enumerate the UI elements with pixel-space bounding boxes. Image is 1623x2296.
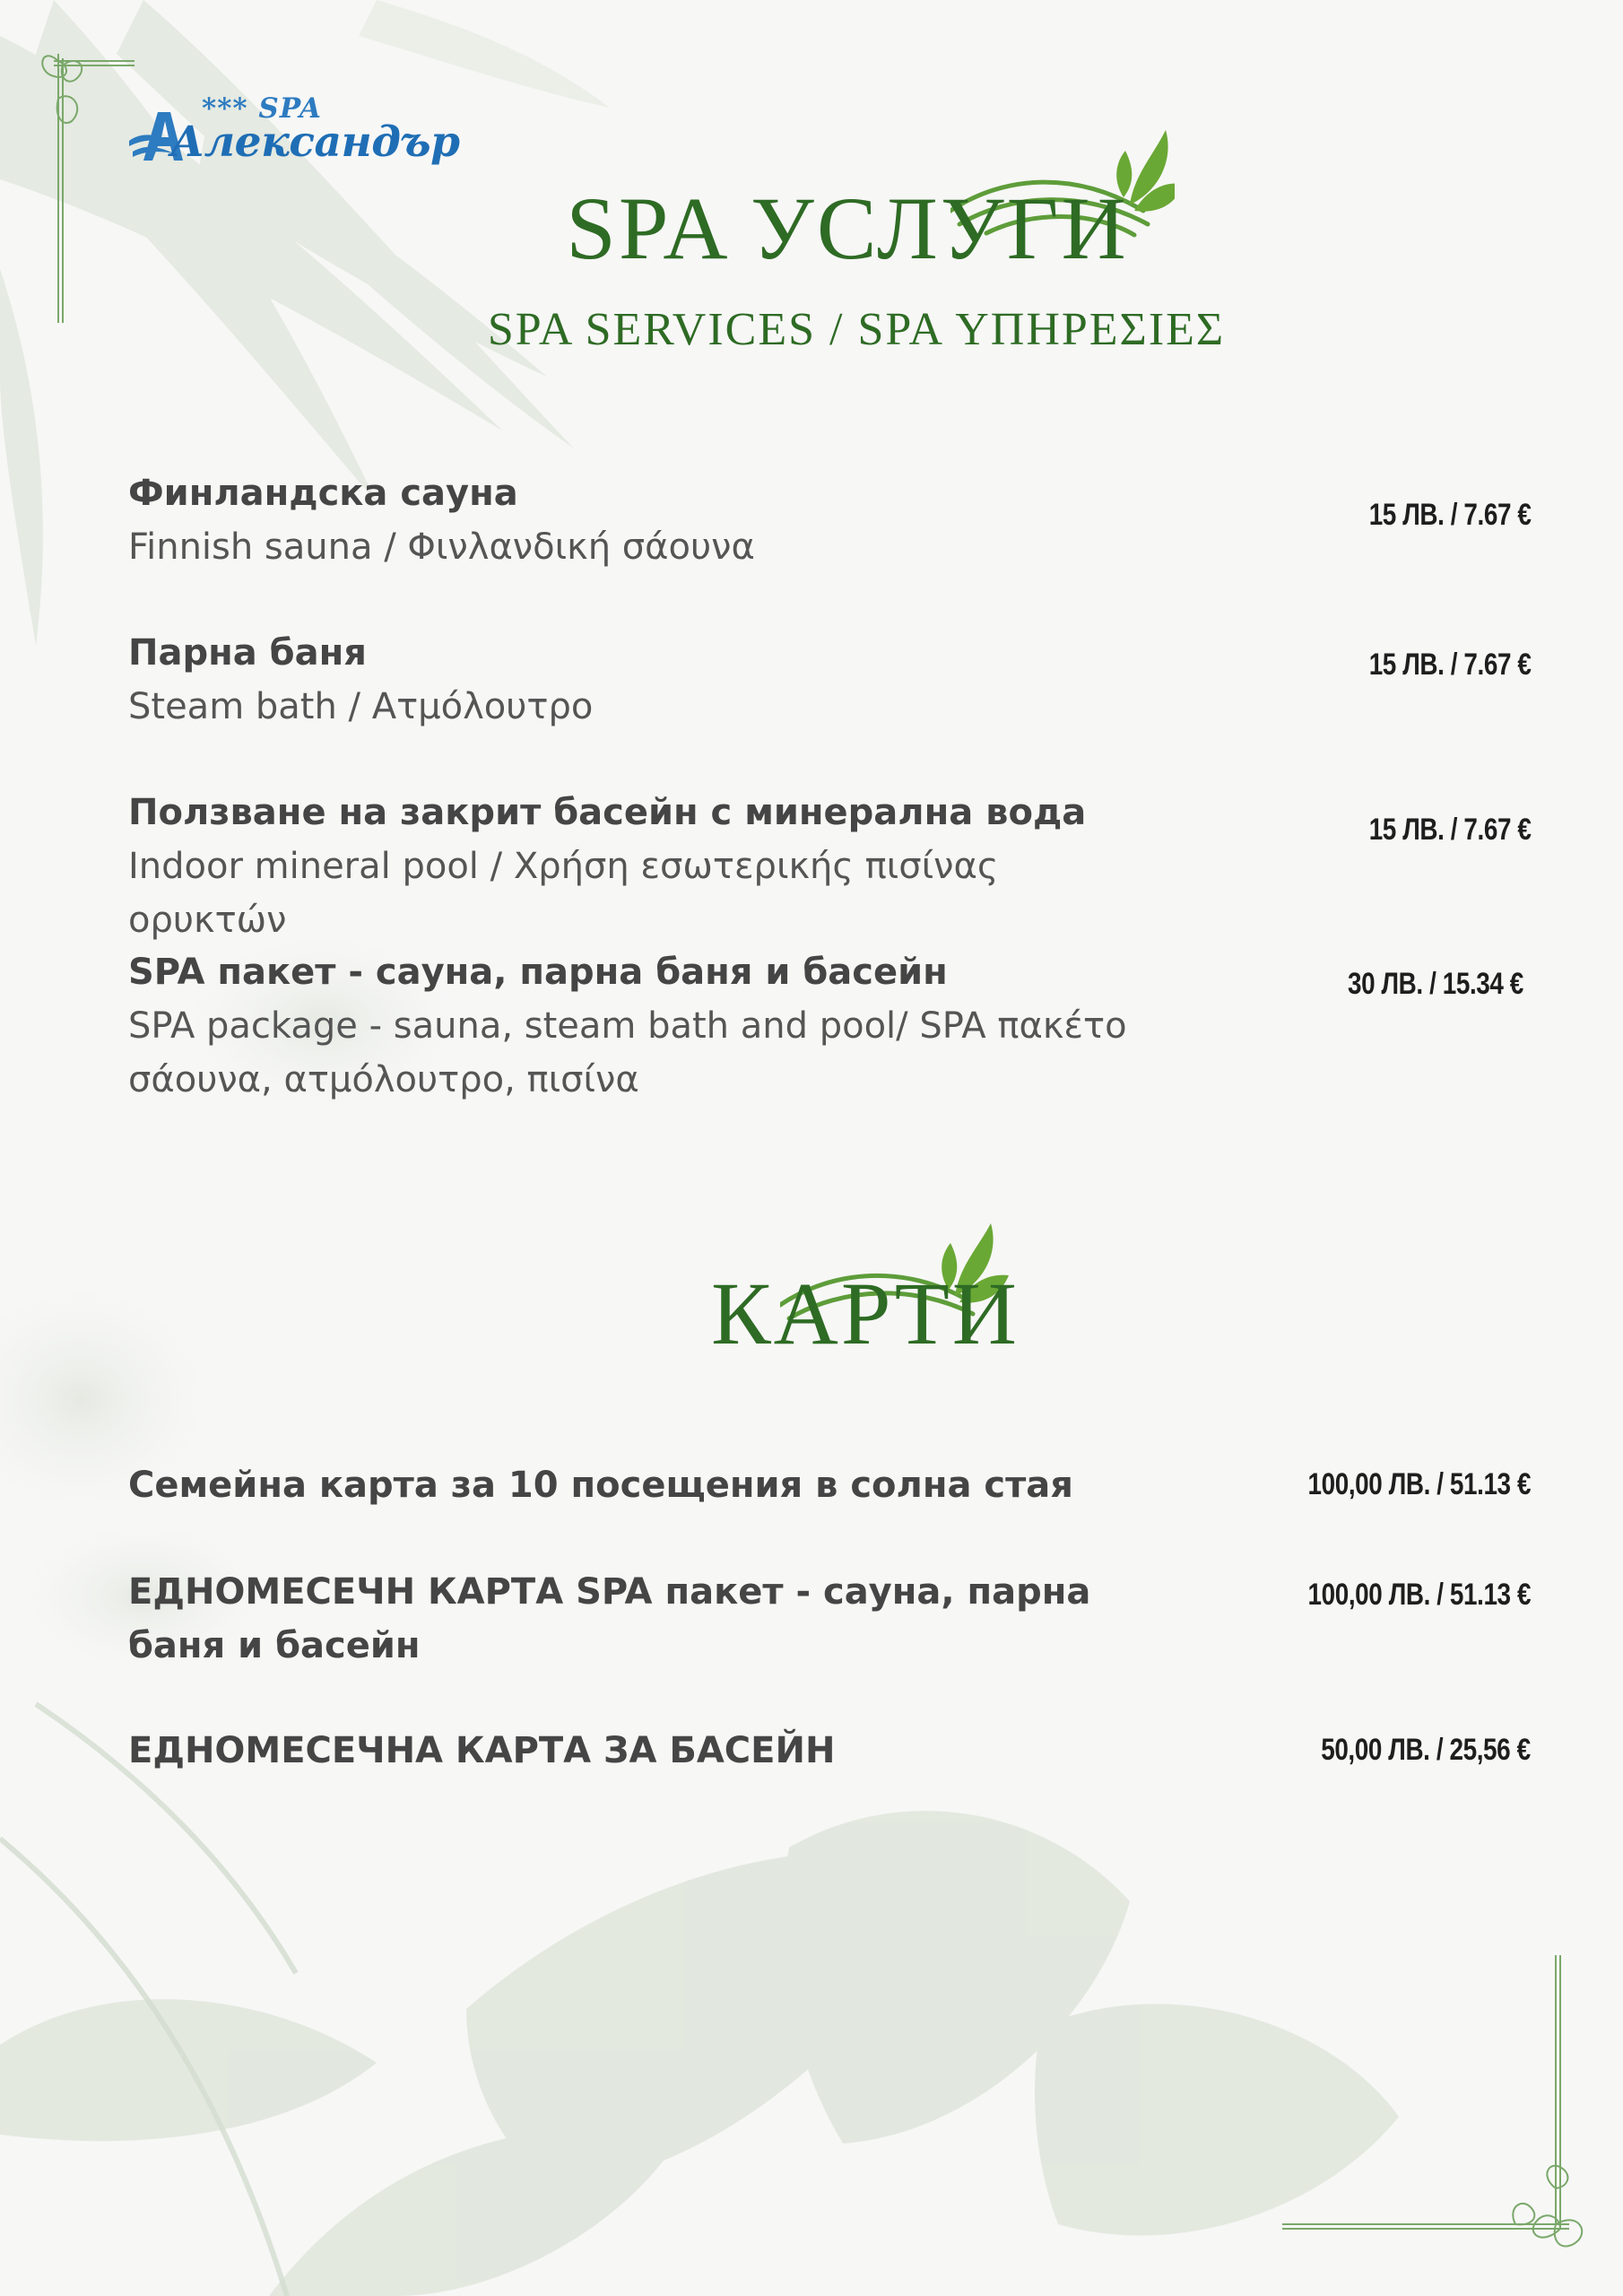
spa-aleksandar-logo	[126, 85, 466, 170]
page-title: SPA УСЛУГИ	[566, 178, 1129, 278]
service-item	[128, 786, 1159, 947]
service-price: 15 ЛВ. / 7.67 €	[1368, 648, 1531, 682]
service-name-bg: Парна баня	[128, 632, 367, 674]
corner-ornament-bottom-right	[1282, 1955, 1596, 2269]
card-item	[128, 1565, 1159, 1673]
service-item	[128, 626, 1159, 734]
card-price: 100,00 ЛВ. / 51.13 €	[1307, 1578, 1531, 1612]
service-name-bg: Ползване на закрит басейн с минерална вода	[128, 792, 1087, 833]
card-price: 50,00 ЛВ. / 25,56 €	[1321, 1733, 1531, 1767]
service-name-bg: Финландска сауна	[128, 473, 518, 514]
service-name-translation: Steam bath / Ατμόλουτρο	[128, 686, 594, 727]
card-item	[128, 1724, 1159, 1778]
card-name: ЕДНОМЕСЕЧН КАРТА SPA пакет - сауна, парна баня и басейн	[128, 1571, 1091, 1666]
service-name-bg: SPA пакет - сауна, парна баня и басейн	[128, 952, 948, 993]
service-name-translation: SPA package - sauna, steam bath and pool/ SPA πακέτο σάουνα, ατμόλουτρο, πισίνα	[128, 1005, 1127, 1100]
service-item	[128, 466, 1159, 574]
card-name: ЕДНОМЕСЕЧНА КАРТА ЗА БАСЕЙН	[128, 1730, 836, 1771]
logo-name: Александър	[170, 117, 460, 167]
card-name: Семейна карта за 10 посещения в солна стая	[128, 1465, 1073, 1506]
card-item	[128, 1458, 1159, 1512]
page-subtitle: SPA SERVICES / SPA ΥΠΗΡΕΣΙΕΣ	[487, 304, 1226, 355]
service-price: 30 ЛВ. / 15.34 €	[1348, 967, 1523, 1001]
service-price: 15 ЛВ. / 7.67 €	[1368, 498, 1531, 532]
service-price: 15 ЛВ. / 7.67 €	[1368, 813, 1531, 847]
service-item	[128, 945, 1159, 1107]
section-title-cards: КАРТИ	[710, 1264, 1020, 1363]
logo-stars: *** SPA	[202, 92, 322, 125]
card-price: 100,00 ЛВ. / 51.13 €	[1307, 1467, 1531, 1501]
service-name-translation: Finnish sauna / Φινλανδική σάουνα	[128, 526, 755, 568]
service-name-translation: Indoor mineral pool / Χρήση εσωτερικής πισίνας ορυκτών	[128, 846, 999, 941]
